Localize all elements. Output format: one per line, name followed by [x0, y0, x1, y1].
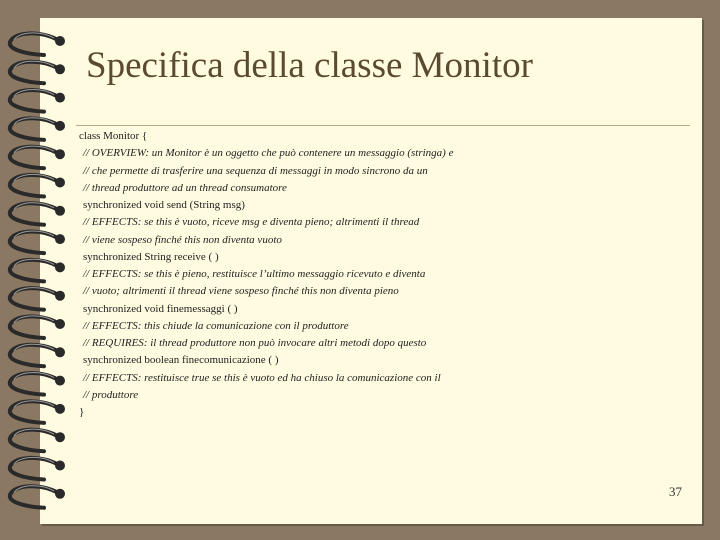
- spiral-ring: [10, 344, 65, 366]
- code-comment-line: // EFFECTS: se this è pieno, restituisce l’ultimo messaggio ricevuto e diventa: [83, 268, 426, 280]
- slide-title: Specifica della classe Monitor: [86, 45, 533, 86]
- code-comment-line: // vuoto; altrimenti il thread viene sospeso finché this non diventa pieno: [83, 285, 399, 298]
- page-number: 37: [669, 484, 682, 499]
- code-comment-line: // EFFECTS: restituisce true se this è vuoto ed ha chiuso la comunicazione con il: [83, 371, 441, 384]
- code-line: synchronized void send (String msg): [83, 199, 245, 211]
- spiral-ring: [10, 33, 65, 55]
- spiral-ring: [10, 90, 65, 112]
- spiral-binding-icon: [0, 0, 80, 540]
- spiral-ring: [10, 118, 65, 140]
- code-line: class Monitor {: [79, 130, 148, 142]
- spiral-ring: [10, 457, 65, 479]
- spiral-ring: [10, 316, 65, 338]
- code-line: synchronized boolean finecomunicazione ( ): [83, 354, 279, 367]
- code-comment-line: // OVERVIEW: un Monitor è un oggetto che può contenere un messaggio (stringa) e: [83, 147, 454, 160]
- code-comment-line: // che permette di trasferire una sequenza di messaggi in modo sincrono da un: [83, 164, 428, 177]
- spiral-ring: [10, 61, 65, 83]
- code-comment-line: // EFFECTS: se this è vuoto, riceve msg e diventa pieno; altrimenti il thread: [83, 216, 420, 229]
- code-line: synchronized String receive ( ): [83, 250, 219, 263]
- code-comment-line: // EFFECTS: this chiude la comunicazione con il produttore: [83, 319, 349, 332]
- code-line: }: [79, 406, 85, 418]
- spiral-ring: [10, 486, 65, 508]
- spiral-ring: [10, 203, 65, 225]
- code-block: [79, 128, 679, 421]
- spiral-ring: [10, 174, 65, 196]
- spiral-ring: [10, 146, 65, 168]
- code-comment-line: // produttore: [83, 388, 139, 401]
- code-comment-line: // thread produttore ad un thread consumatore: [83, 181, 287, 194]
- code-comment-line: // REQUIRES: il thread produttore non può invocare altri metodi dopo questo: [83, 337, 427, 349]
- spiral-ring: [10, 373, 65, 395]
- spiral-ring: [10, 259, 65, 281]
- spiral-ring: [10, 429, 65, 451]
- spiral-ring: [10, 231, 65, 253]
- title-divider: [76, 125, 690, 126]
- code-comment-line: // viene sospeso finché this non diventa vuoto: [83, 233, 282, 246]
- spiral-ring: [10, 401, 65, 423]
- code-line: synchronized void finemessaggi ( ): [83, 302, 238, 315]
- spiral-ring: [10, 288, 65, 310]
